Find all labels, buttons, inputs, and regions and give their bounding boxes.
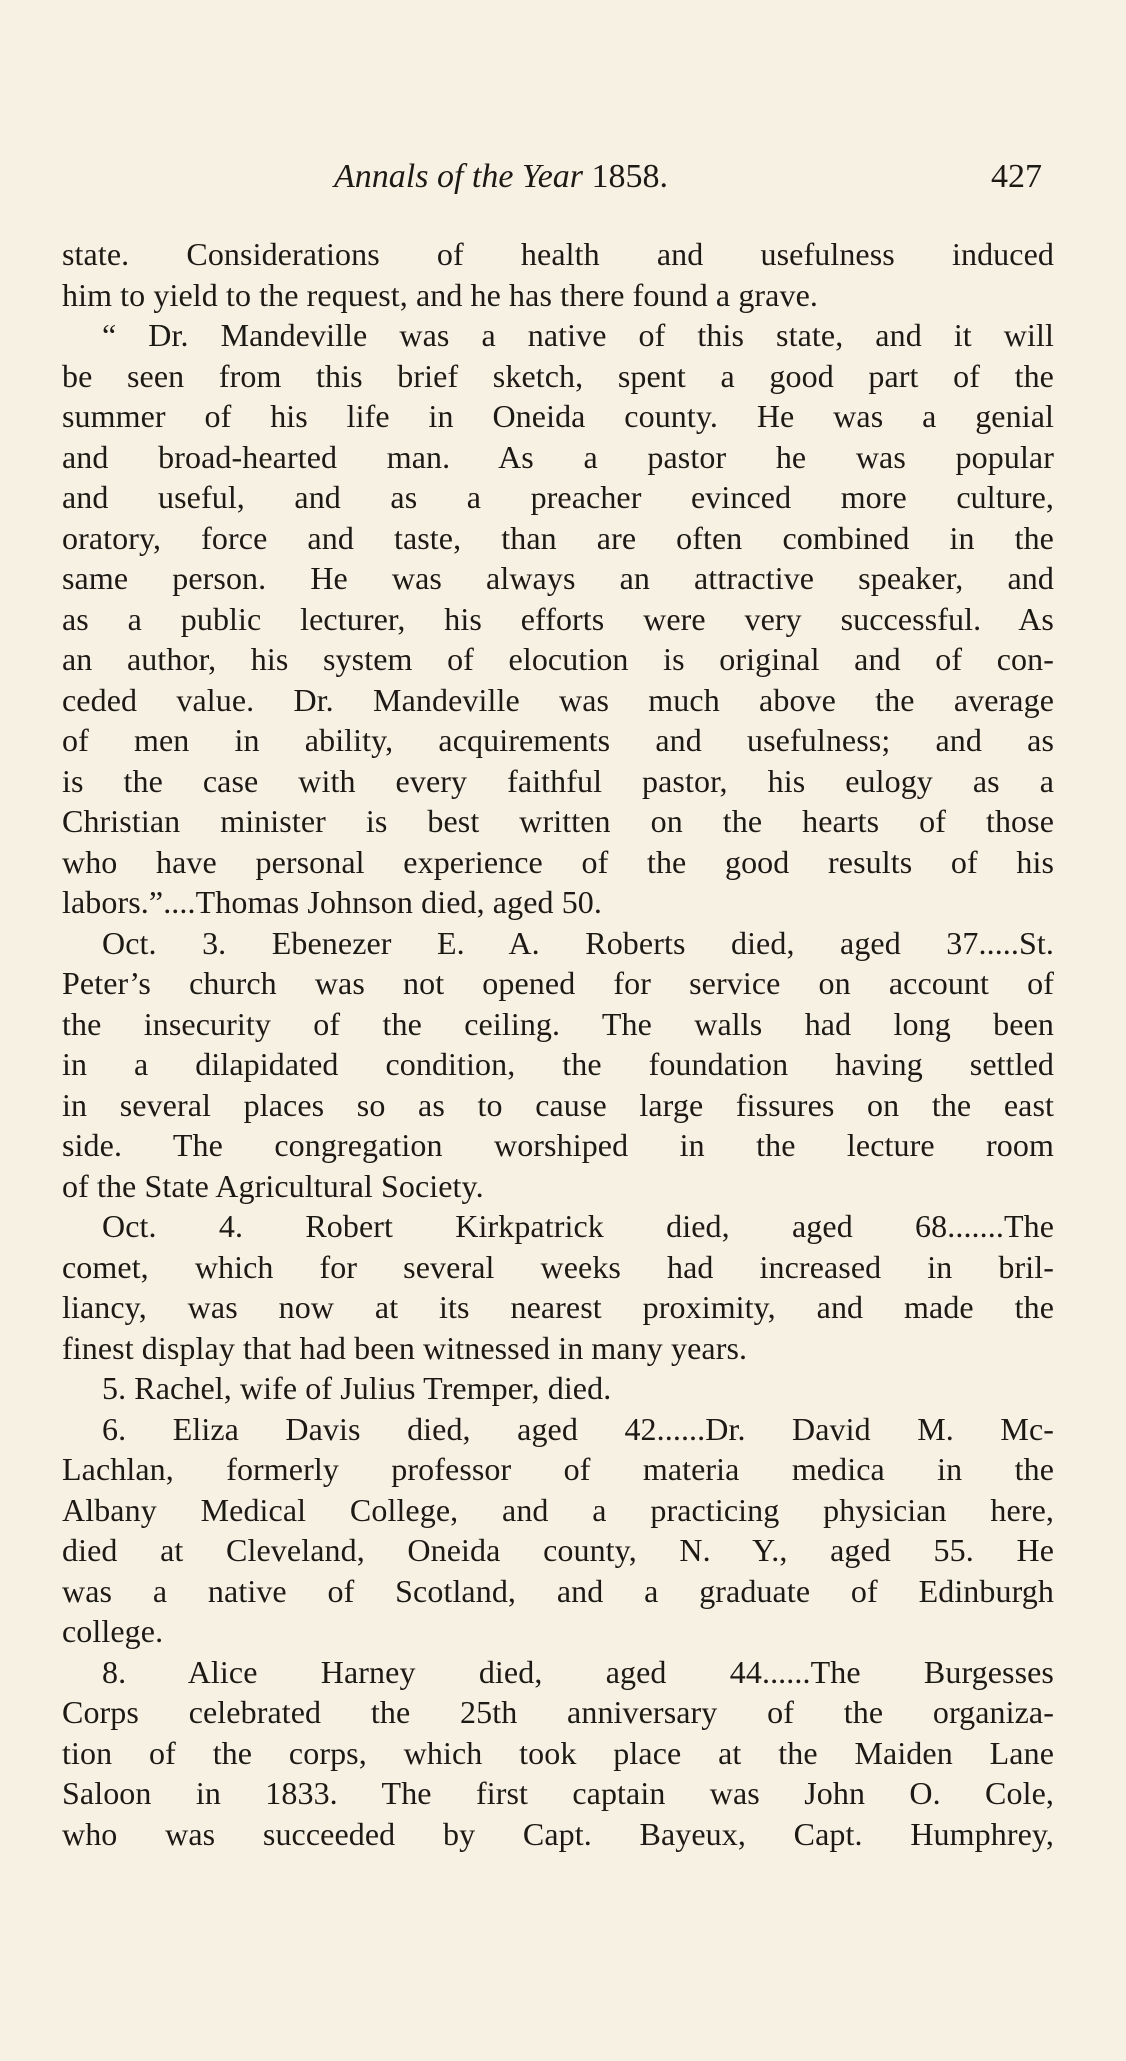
text-line: tion of the corps, which took place at the Maiden Lane xyxy=(62,1734,1054,1771)
text-line: in a dilapidated condition, the foundation having settled xyxy=(62,1046,1054,1082)
text-line: Peter’s church was not opened for service on account of xyxy=(62,965,1054,1001)
text-line: side. The congregation worshiped in the lecture room xyxy=(62,1127,1054,1163)
running-head xyxy=(62,150,1054,204)
text-line: same person. He was always an attractive speaker, and xyxy=(62,560,1054,596)
text-line: in several places so as to cause large fissures on the east xyxy=(62,1086,1054,1123)
text-line: oratory, force and taste, than are often combined in the xyxy=(62,519,1054,556)
text-line: 8. Alice Harney died, aged 44......The Burgesses xyxy=(102,1653,1054,1690)
running-title-italic: Annals of the Year xyxy=(334,158,584,195)
text-line: college. xyxy=(62,1613,164,1649)
body-text xyxy=(62,234,1054,1854)
text-line: who was succeeded by Capt. Bayeux, Capt. Humphrey, xyxy=(62,1815,1054,1852)
text-line: comet, which for several weeks had increased in bril- xyxy=(62,1248,1054,1285)
text-line: is the case with every faithful pastor, his eulogy as a xyxy=(62,762,1054,799)
text-line: Oct. 3. Ebenezer E. A. Roberts died, aged 37.....St. xyxy=(102,924,1054,961)
text-line: and useful, and as a preacher evinced more culture, xyxy=(62,479,1054,515)
text-line: ceded value. Dr. Mandeville was much above the average xyxy=(62,681,1054,718)
text-line: was a native of Scotland, and a graduate of Edinburgh xyxy=(62,1572,1054,1609)
text-line: state. Considerations of health and usefulness induced xyxy=(62,236,1054,272)
text-line: of the State Agricultural Society. xyxy=(62,1167,484,1204)
text-line: “ Dr. Mandeville was a native of this state, and it will xyxy=(102,317,1054,353)
text-line: summer of his life in Oneida county. He was a genial xyxy=(62,398,1054,434)
text-line: him to yield to the request, and he has there found a grave. xyxy=(62,276,818,313)
text-line: Corps celebrated the 25th anniversary of the organiza- xyxy=(62,1694,1054,1730)
text-line: labors.”....Thomas Johnson died, aged 50. xyxy=(62,884,603,920)
text-line: who have personal experience of the good results of his xyxy=(62,843,1054,880)
text-line: be seen from this brief sketch, spent a good part of the xyxy=(62,357,1054,394)
text-line: Oct. 4. Robert Kirkpatrick died, aged 68.......The xyxy=(102,1208,1054,1244)
text-line: Saloon in 1833. The first captain was John O. Cole, xyxy=(62,1775,1054,1811)
text-line: of men in ability, acquirements and usefulness; and as xyxy=(62,722,1054,758)
running-title-year: 1858. xyxy=(591,158,669,195)
text-line: 5. Rachel, wife of Julius Tremper, died. xyxy=(102,1370,612,1406)
text-line: and broad-hearted man. As a pastor he was popular xyxy=(62,438,1054,475)
text-line: Lachlan, formerly professor of materia medica in the xyxy=(62,1451,1054,1487)
text-line: 6. Eliza Davis died, aged 42......Dr. David M. Mc- xyxy=(102,1410,1054,1447)
text-line: the insecurity of the ceiling. The walls had long been xyxy=(62,1005,1054,1042)
book-page xyxy=(62,150,1054,1854)
text-line: an author, his system of elocution is original and of con- xyxy=(62,641,1054,677)
text-line: Albany Medical College, and a practicing physician here, xyxy=(62,1491,1054,1528)
running-title xyxy=(334,150,668,204)
text-line: as a public lecturer, his efforts were very successful. As xyxy=(62,600,1054,637)
text-line: liancy, was now at its nearest proximity, and made the xyxy=(62,1289,1054,1325)
page-number: 427 xyxy=(991,158,1042,195)
text-line: finest display that had been witnessed in many years. xyxy=(62,1329,748,1366)
text-line: Christian minister is best written on the hearts of those xyxy=(62,803,1054,839)
text-line: died at Cleveland, Oneida county, N. Y., aged 55. He xyxy=(62,1532,1054,1568)
